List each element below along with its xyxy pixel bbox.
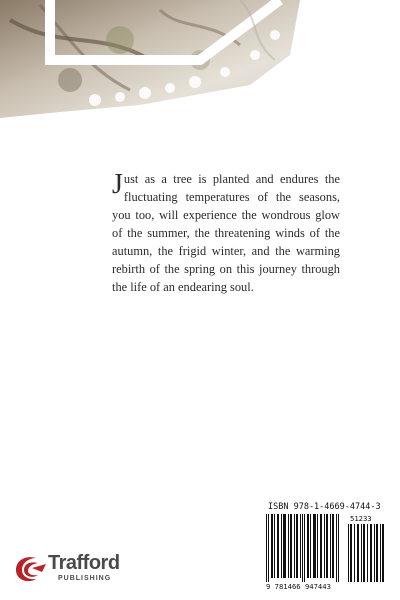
trafford-logo-icon [12, 552, 48, 586]
publisher-brand: Trafford [48, 552, 120, 574]
back-cover-blurb [112, 170, 340, 296]
publisher-logo [12, 552, 162, 588]
publisher-subtitle: PUBLISHING [58, 575, 112, 582]
dropcap-letter: J [112, 169, 123, 200]
isbn-label: ISBN 978-1-4669-4744-3 [268, 502, 381, 512]
isbn-barcode [262, 502, 388, 596]
cover-photo-frame [0, 0, 400, 130]
barcode-addon-digits: 51233 [350, 514, 372, 523]
barcode-digits: 9 781466 947443 [266, 582, 331, 591]
photo-frame-image [0, 0, 400, 130]
blurb-text: ust as a tree is planted and endures the fluctuating temperatures of the seasons, you too, will experience the wondrous glow of the summer, the threatening winds of the autumn, the frigid winter, and the warming rebirth of the spring on this journey through the life of an endearing soul. [112, 172, 340, 294]
barcode-bars [262, 514, 388, 582]
